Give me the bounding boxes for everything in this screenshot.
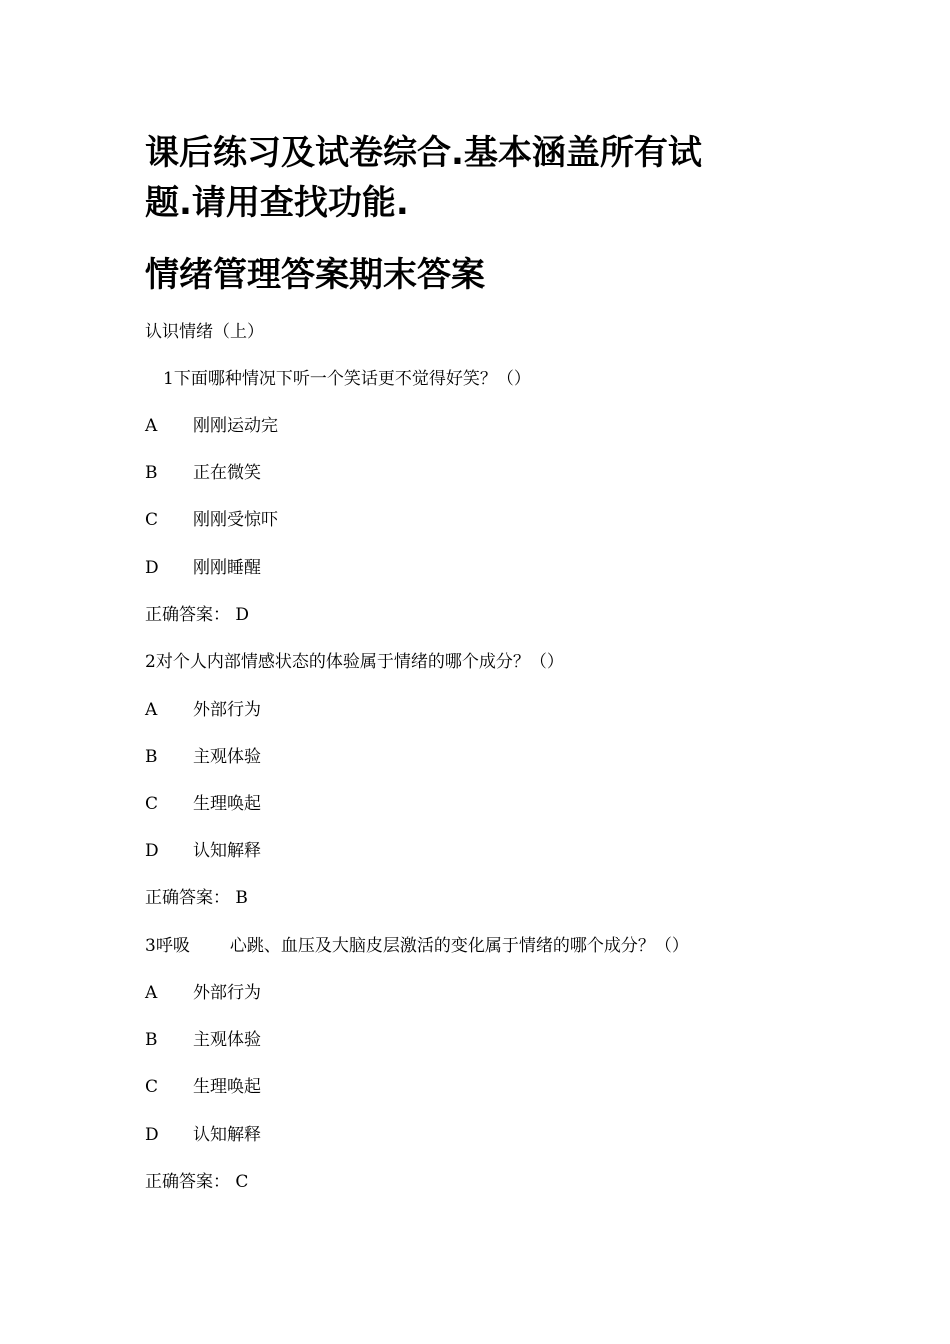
question-3-part-1: 3呼吸 [145, 936, 190, 956]
option-text: 主观体验 [193, 747, 261, 767]
section-heading: 认识情绪（上） [145, 322, 264, 342]
option-letter: A [145, 416, 158, 436]
option-letter: B [145, 463, 158, 483]
document-title [145, 128, 825, 228]
answer-value: D [235, 605, 250, 625]
option-letter: B [145, 747, 158, 767]
q2-option-b [145, 745, 261, 769]
option-letter: A [145, 983, 158, 1003]
q3-option-b [145, 1028, 261, 1052]
option-text: 外部行为 [193, 983, 261, 1003]
q2-option-c [145, 792, 261, 816]
option-text: 认知解释 [193, 841, 261, 861]
option-text: 生理唤起 [193, 794, 261, 814]
answer-label: 正确答案： [145, 1172, 230, 1192]
document-subtitle: 情绪管理答案期末答案 [145, 255, 485, 295]
option-text: 刚刚睡醒 [193, 558, 261, 578]
option-text: 外部行为 [193, 700, 261, 720]
q3-answer [145, 1170, 248, 1194]
option-text: 主观体验 [193, 1030, 261, 1050]
q2-option-a [145, 698, 261, 722]
question-3-part-2: 心跳、血压及大脑皮层激活的变化属于情绪的哪个成分？（） [229, 936, 689, 956]
q1-answer [145, 603, 249, 627]
option-letter: C [145, 794, 159, 814]
option-letter: D [145, 558, 159, 578]
q3-option-c [145, 1075, 261, 1099]
option-letter: A [145, 700, 158, 720]
option-letter: C [145, 1077, 159, 1097]
question-1-text: 1下面哪种情况下听一个笑话更不觉得好笑？（） [163, 369, 531, 389]
answer-value: C [235, 1172, 249, 1192]
q1-option-b [145, 461, 261, 485]
answer-label: 正确答案： [145, 605, 230, 625]
title-line-1: 课后练习及试卷综合.基本涵盖所有试 [145, 133, 702, 173]
option-text: 刚刚受惊吓 [193, 510, 278, 530]
q3-option-a [145, 981, 261, 1005]
question-3-text [145, 934, 689, 958]
answer-value: B [235, 888, 248, 908]
option-text: 生理唤起 [193, 1077, 261, 1097]
question-2-text: 2对个人内部情感状态的体验属于情绪的哪个成分？（） [145, 652, 564, 672]
option-text: 认知解释 [193, 1125, 261, 1145]
q2-option-d [145, 839, 261, 863]
option-text: 刚刚运动完 [193, 416, 278, 436]
q1-option-a [145, 414, 278, 438]
q1-option-d [145, 556, 261, 580]
option-letter: C [145, 510, 159, 530]
title-line-2: 题.请用查找功能. [145, 183, 409, 223]
option-letter: D [145, 841, 159, 861]
answer-label: 正确答案： [145, 888, 230, 908]
option-letter: D [145, 1125, 159, 1145]
option-text: 正在微笑 [193, 463, 261, 483]
q2-answer [145, 886, 248, 910]
q3-option-d [145, 1123, 261, 1147]
q1-option-c [145, 508, 278, 532]
option-letter: B [145, 1030, 158, 1050]
